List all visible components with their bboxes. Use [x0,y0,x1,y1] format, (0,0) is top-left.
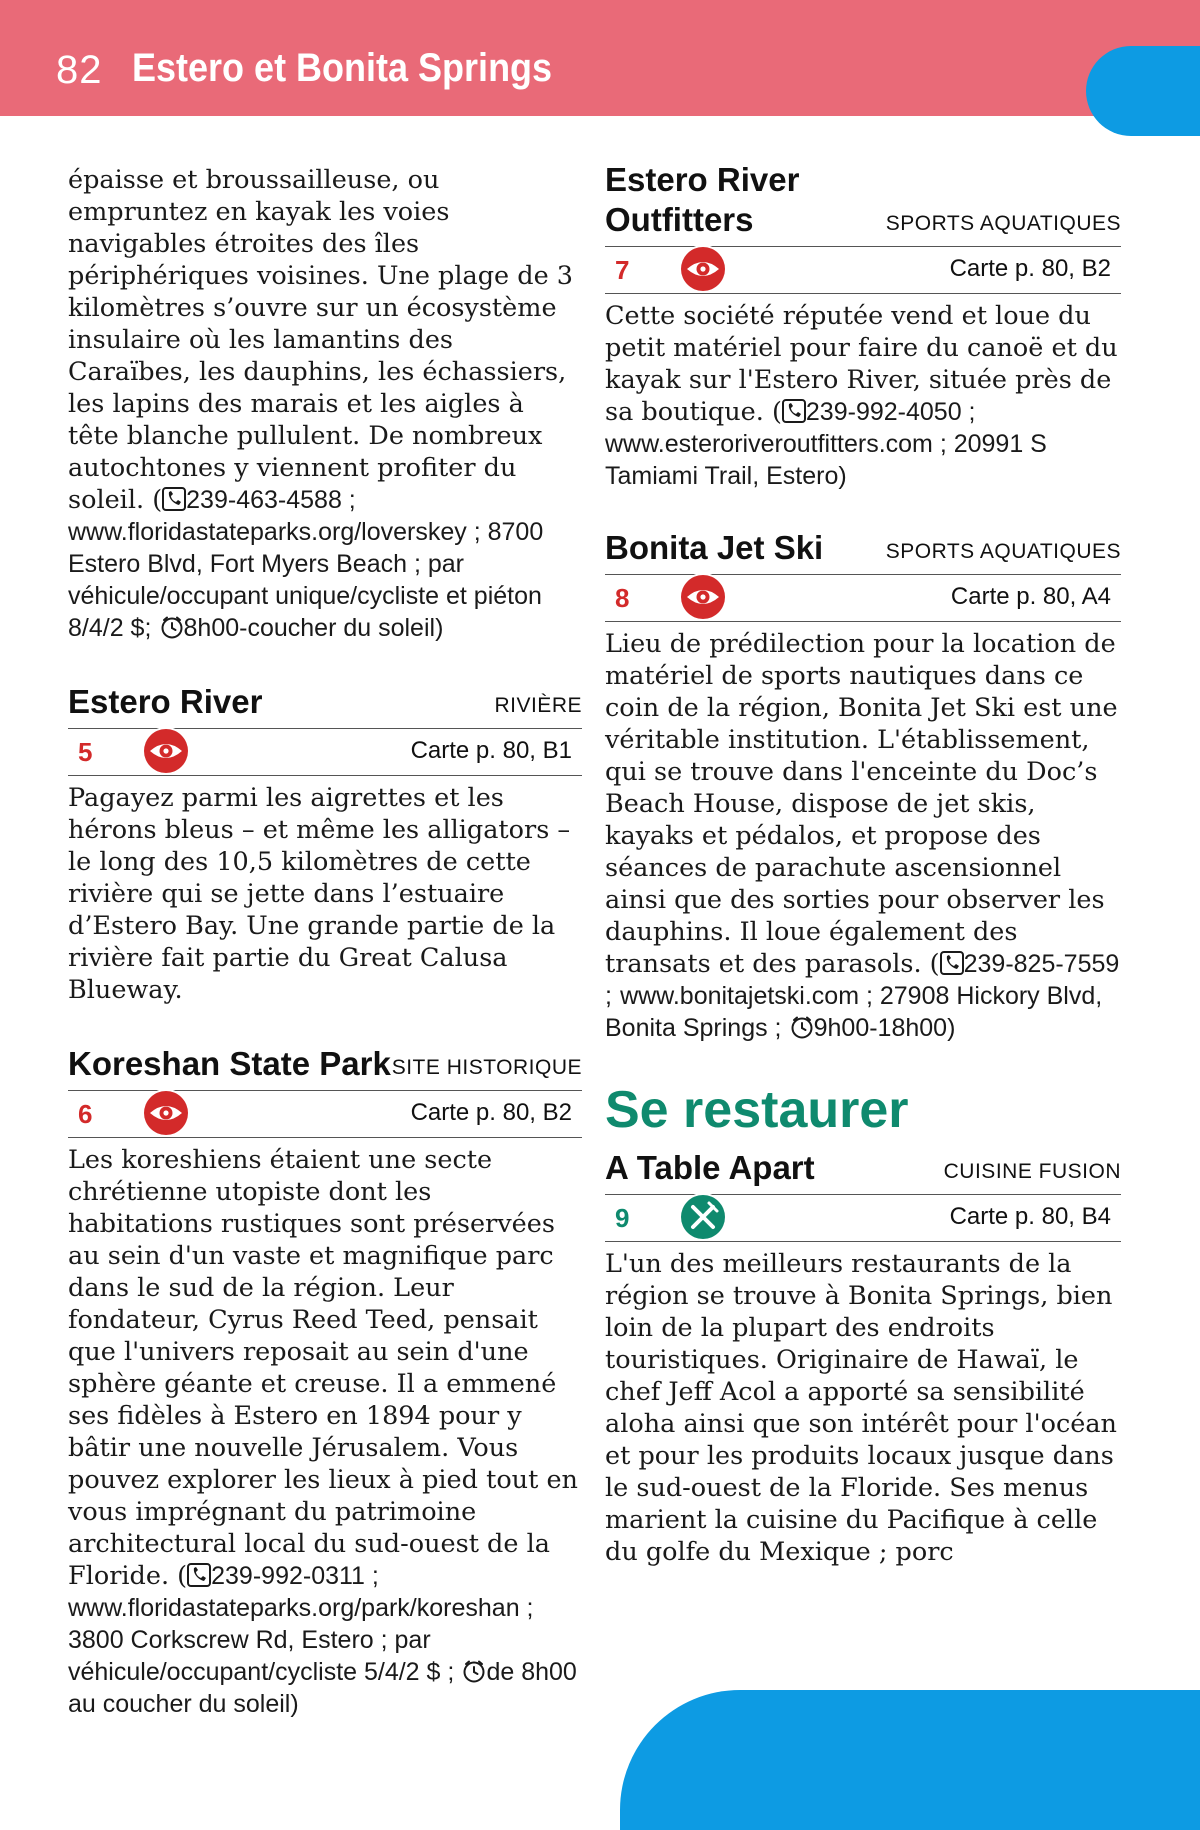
entry-title: Bonita Jet Ski [605,529,824,566]
phone-number: 239-992-4050 ; [805,398,976,426]
entry-number: 7 [615,255,630,285]
phone-number: 239-992-0311 ; [211,1562,379,1590]
entry-info-bar [605,574,1121,622]
entry-title: A Table Apart [605,1149,815,1186]
corner-tab [620,1690,1200,1830]
clock-icon [790,1015,814,1039]
entry-number: 9 [615,1203,630,1233]
right-column [605,160,1121,1568]
chapter-tab [1086,46,1200,136]
hours-text: 9h00-18h00) [813,1014,956,1042]
phone-icon [162,487,186,511]
map-reference: Carte p. 80, B2 [410,1099,572,1126]
entry-title: Estero River Outfitters [605,161,800,238]
entry-number: 8 [615,583,630,613]
phone-number: 239-825-7559 ; [605,950,1120,1010]
intro-paragraph: épaisse et broussailleuse, ou empruntez en kayak les voies navigables étroites des îles périphériques voisines. Une plage de 3 kilomètres s’ouvre sur un écosystème insulaire où les lamantins des Caraïbes, les dauphins, les échassiers, les lapins des marais et les aigles à tête blanche pullulent. De nombreux autochtones y viennent profiter du soleil. ( 239-463-4588 ; www.floridastateparks.org/loverskey ; 8700 Estero Blvd, Fort Myers Beach ; par véhicule/occupant unique/cycliste et piéton 8/4/2 $; 8h00-coucher du soleil) [68,165,573,642]
page-header [0,0,1200,116]
phone-icon [187,1563,211,1587]
info-text: www.bonitajetski.com ; 27908 Hickory Blvd, Bonita Springs ; [605,982,1103,1042]
entry-number: 6 [78,1099,93,1129]
entry-title: Estero River [68,683,263,720]
page-number: 82 [56,48,103,92]
eye-icon [142,1089,190,1137]
hours-text: 8h00-coucher du soleil) [183,614,444,642]
info-text: www.floridastateparks.org/park/koreshan ; 3800 Corkscrew Rd, Estero ; par véhicule/occupant/cycliste 5/4/2 $ ; [68,1594,534,1686]
entry-koreshan-state-park [68,1044,582,1720]
chapter-title: Estero et Bonita Springs [132,46,553,90]
entry-description: Lieu de prédilection pour la location de matériel de sports nautiques dans ce coin de la région, Bonita Jet Ski est une véritable institution. L'établissement, qui se trouve dans l'enceinte du Doc’s Beach House, dispose de jet skis, kayaks et pédalos, et propose des séances de parachute ascensionnel ainsi que des sorties pour observer les dauphins. Il loue également des transats et des parasols. ( 239-825-7559 ; www.bonitajetski.com ; 27908 Hickory Blvd, Bonita Springs ; 9h00-18h00) [605,629,1120,1042]
entry-a-table-apart [605,1148,1121,1568]
entry-bonita-jet-ski [605,528,1121,1044]
entry-estero-river-outfitters [605,160,1121,492]
entry-info-bar [68,1090,582,1138]
entry-info-bar [605,1194,1121,1242]
hours-text: de 8h00 au coucher du soleil) [68,1658,577,1718]
eye-icon [679,573,727,621]
phone-icon [782,399,806,423]
left-column [68,164,582,1720]
entry-category: RIVIÈRE [494,694,582,717]
entry-estero-river [68,682,582,1006]
section-title: Se restaurer [605,1081,909,1139]
entry-category: SPORTS AQUATIQUES [885,540,1121,563]
eye-icon [679,245,727,293]
map-reference: Carte p. 80, B2 [949,255,1111,282]
entry-number: 5 [78,737,93,767]
entry-description: Cette société réputée vend et loue du petit matériel pour faire du canoë et du kayak sur l'Estero River, située près de sa boutique. ( 239-992-4050 ; www.esteroriveroutfitters.com ; 20991 S Tamiami Trail, Estero) [605,301,1118,490]
entry-description: L'un des meilleurs restaurants de la région se trouve à Bonita Springs, bien loin de la plupart des endroits touristiques. Originaire de Hawaï, le chef Jeff Acol a apporté sa sensibilité aloha ainsi que son intérêt pour l'océan et pour les produits locaux jusque dans le sud-ouest de la Floride. Ses menus marient la cuisine du Pacifique à celle du golfe du Mexique ; porc [605,1249,1117,1567]
phone-number: 239-463-4588 ; [186,486,356,514]
map-reference: Carte p. 80, B4 [949,1203,1111,1230]
fork-knife-icon [679,1193,727,1241]
entry-category: SITE HISTORIQUE [391,1056,582,1079]
eye-icon [142,727,190,775]
clock-icon [462,1659,486,1683]
map-reference: Carte p. 80, B1 [410,737,572,764]
entry-category: SPORTS AQUATIQUES [885,212,1121,235]
info-text: www.esteroriveroutfitters.com ; 20991 S Tamiami Trail, Estero) [605,430,1047,490]
clock-icon [160,615,184,639]
entry-category: CUISINE FUSION [943,1160,1121,1183]
entry-title: Koreshan State Park [68,1045,391,1082]
entry-info-bar [68,728,582,776]
entry-description: Pagayez parmi les aigrettes et les hérons bleus – et même les alligators – le long des 10,5 kilomètres de cette rivière qui se jette dans l’estuaire d’Estero Bay. Une grande partie de la rivière fait partie du Great Calusa Blueway. [68,783,571,1005]
map-reference: Carte p. 80, A4 [950,583,1111,610]
info-text: www.floridastateparks.org/loverskey ; 8700 Estero Blvd, Fort Myers Beach ; par véhicule/occupant unique/cycliste et piéton 8/4/2 $; [68,518,544,642]
entry-description: Les koreshiens étaient une secte chrétienne utopiste dont les habitations rustiques sont préservées au sein d'un vaste et magnifique parc dans le sud de la région. Leur fondateur, Cyrus Reed Teed, pensait que l'univers reposait au sein d'une sphère géante et creuse. Il a emmené ses fidèles à Estero en 1894 pour y bâtir une nouvelle Jérusalem. Vous pouvez explorer les lieux à pied tout en vous imprégnant du patrimoine architectural local du sud-ouest de la Floride. ( 239-992-0311 ; www.floridastateparks.org/park/koreshan ; 3800 Corkscrew Rd, Estero ; par véhicule/occupant/cycliste 5/4/2 $ ; de 8h00 au coucher du soleil) [68,1145,578,1718]
entry-info-bar [605,246,1121,294]
phone-icon [940,951,964,975]
